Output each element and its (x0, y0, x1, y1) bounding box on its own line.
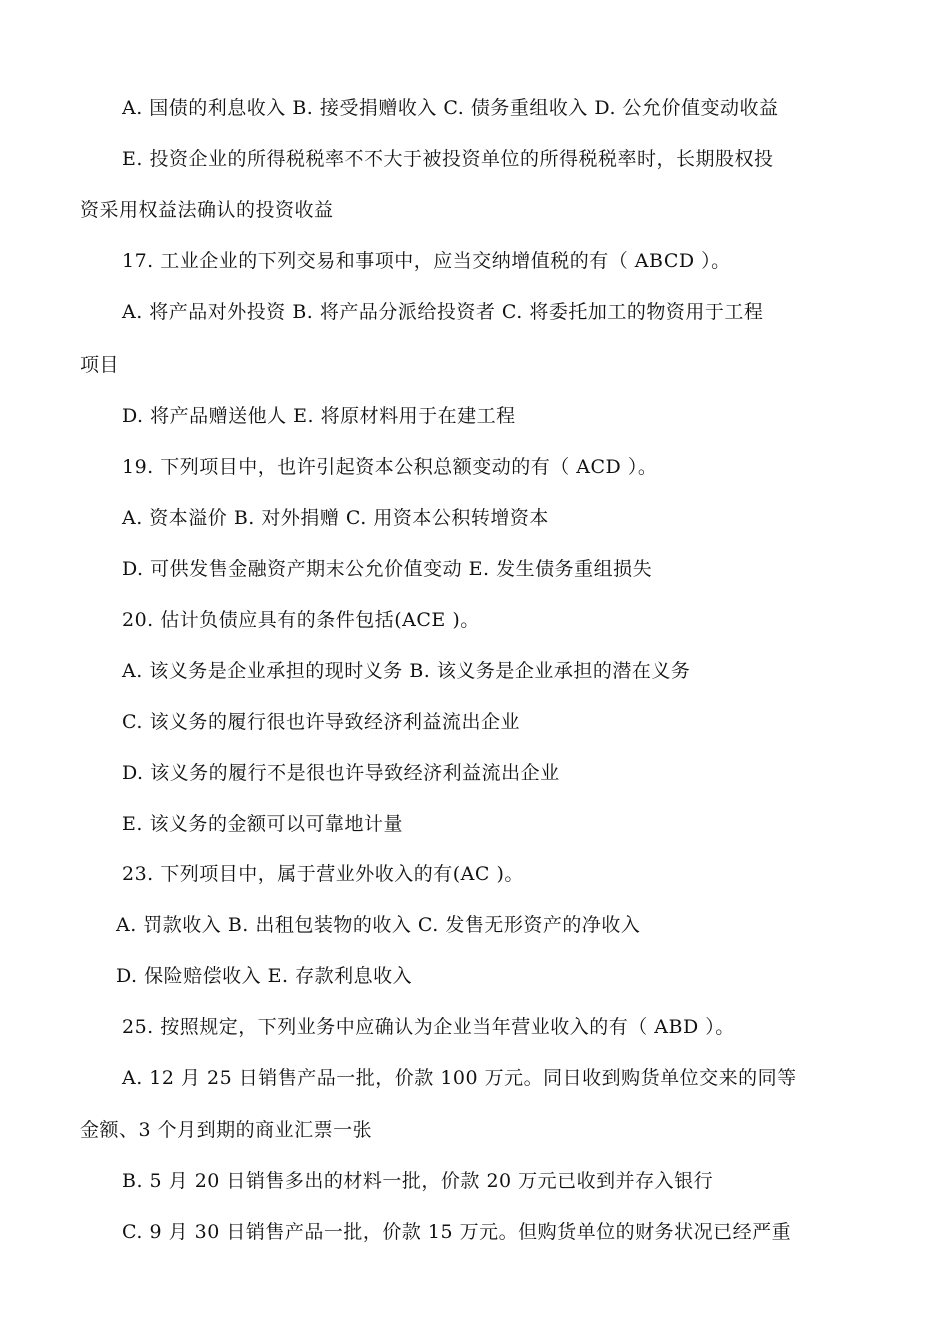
text-line: E. 该义务的金额可以可靠地计量 (122, 813, 403, 835)
text-line: 资采用权益法确认的投资收益 (80, 199, 334, 221)
text-line: D. 该义务的履行不是很也许导致经济利益流出企业 (122, 762, 560, 784)
text-line: A. 该义务是企业承担的现时义务 B. 该义务是企业承担的潜在义务 (122, 660, 691, 682)
text-line: D. 保险赔偿收入 E. 存款利息收入 (116, 965, 413, 987)
text-line: A. 资本溢价 B. 对外捐赠 C. 用资本公积转增资本 (122, 507, 549, 529)
text-line: D. 可供发售金融资产期末公允价值变动 E. 发生债务重组损失 (122, 558, 653, 580)
text-line: E. 投资企业的所得税税率不不大于被投资单位的所得税税率时，长期股权投 (122, 148, 774, 170)
text-line: A. 12 月 25 日销售产品一批，价款 100 万元。同日收到购货单位交来的同等 (122, 1067, 797, 1089)
text-line: 17. 工业企业的下列交易和事项中，应当交纳增值税的有（ ABCD ）。 (122, 250, 731, 272)
text-line: C. 该义务的履行很也许导致经济利益流出企业 (122, 711, 520, 733)
text-line: 25. 按照规定，下列业务中应确认为企业当年营业收入的有（ ABD ）。 (122, 1016, 735, 1038)
text-line: 20. 估计负债应具有的条件包括(ACE )。 (122, 609, 480, 631)
text-line: C. 9 月 30 日销售产品一批，价款 15 万元。但购货单位的财务状况已经严重 (122, 1221, 792, 1243)
text-line: 金额、3 个月到期的商业汇票一张 (80, 1119, 373, 1141)
text-line: A. 国债的利息收入 B. 接受捐赠收入 C. 债务重组收入 D. 公允价值变动收益 (122, 97, 779, 119)
text-line: A. 将产品对外投资 B. 将产品分派给投资者 C. 将委托加工的物资用于工程 (122, 301, 764, 323)
text-line: 23. 下列项目中，属于营业外收入的有(AC )。 (122, 863, 524, 885)
text-line: 19. 下列项目中，也许引起资本公积总额变动的有（ ACD ）。 (122, 456, 658, 478)
text-line: D. 将产品赠送他人 E. 将原材料用于在建工程 (122, 405, 516, 427)
text-line: 项目 (80, 354, 120, 376)
text-line: A. 罚款收入 B. 出租包装物的收入 C. 发售无形资产的净收入 (116, 914, 641, 936)
text-line: B. 5 月 20 日销售多出的材料一批，价款 20 万元已收到并存入银行 (122, 1170, 714, 1192)
